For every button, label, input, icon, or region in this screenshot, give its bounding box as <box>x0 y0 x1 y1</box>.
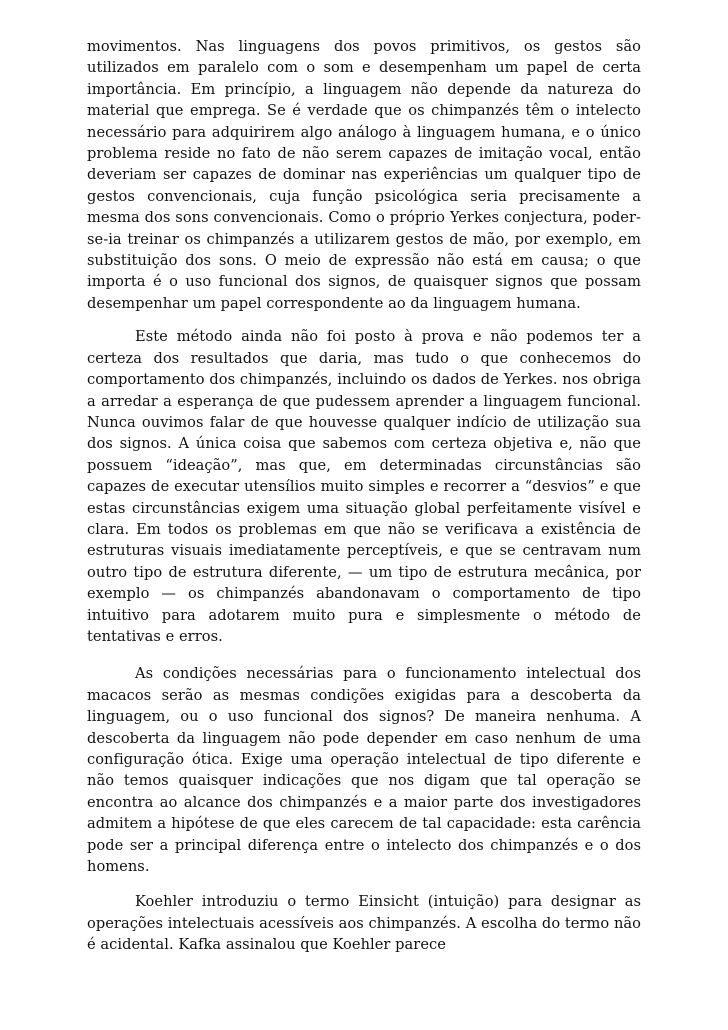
paragraph-einsicht: Koehler introduziu o termo Einsicht (intuição) para designar as operações intelectuais acessíveis aos chimpanzés. A escolha do termo não é acidental. Kafka assinalou que Koehler parece <box>87 893 641 954</box>
paragraph-continuation: movimentos. Nas linguagens dos povos primitivos, os gestos são utilizados em paralelo com o som e desempenham um papel de certa importância. Em princípio, a linguagem não depende da natureza do material que emprega. Se é verdade que os chimpanzés têm o intelecto necessário para adquirirem algo análogo à linguagem humana, e o único problema reside no fato de não serem capazes de imitação vocal, então deveriam ser capazes de dominar nas experiências um qualquer tipo de gestos convencionais, cuja função psicológica seria precisamente a mesma dos sons convencionais. Como o próprio Yerkes conjectura, poder-se-ia treinar os chimpanzés a utilizarem gestos de mão, por exemplo, em substituição dos sons. O meio de expressão não está em causa; o que importa é o uso funcional dos signos, de quaisquer signos que possam desempenhar um papel correspondente ao da linguagem humana. <box>87 38 641 312</box>
paragraph-method: Este método ainda não foi posto à prova e não podemos ter a certeza dos resultados que daria, mas tudo o que conhecemos do comportamento dos chimpanzés, incluindo os dados de Yerkes. nos obriga a arredar a esperança de que pudessem aprender a linguagem funcional. Nunca ouvimos falar de que houvesse qualquer indício de utilização sua dos signos. A única coisa que sabemos com certeza objetiva e, não que possuem “ideação”, mas que, em determinadas circunstâncias são capazes de executar utensílios muito simples e recorrer a “desvios” e que estas circunstâncias exigem uma situação global perfeitamente visível e clara. Em todos os problemas em que não se verificava a existência de estruturas visuais imediatamente perceptíveis, e que se centravam num outro tipo de estrutura diferente, — um tipo de estrutura mecânica, por exemplo — os chimpanzés abandonavam o comportamento de tipo intuitivo para adotarem muito pura e simplesmente o método de tentativas e erros. <box>87 328 641 645</box>
paragraph-conditions: As condições necessárias para o funcionamento intelectual dos macacos serão as mesmas condições exigidas para a descoberta da linguagem, ou o uso funcional dos signos? De maneira nenhuma. A descoberta da linguagem não pode depender em caso nenhum de uma configuração ótica. Exige uma operação intelectual de tipo diferente e não temos quaisquer indicações que nos digam que tal operação se encontra ao alcance dos chimpanzés e a maior parte dos investigadores admitem a hipótese de que eles carecem de tal capacidade: esta carência pode ser a principal diferença entre o intelecto dos chimpanzés e o dos homens. <box>87 665 641 876</box>
